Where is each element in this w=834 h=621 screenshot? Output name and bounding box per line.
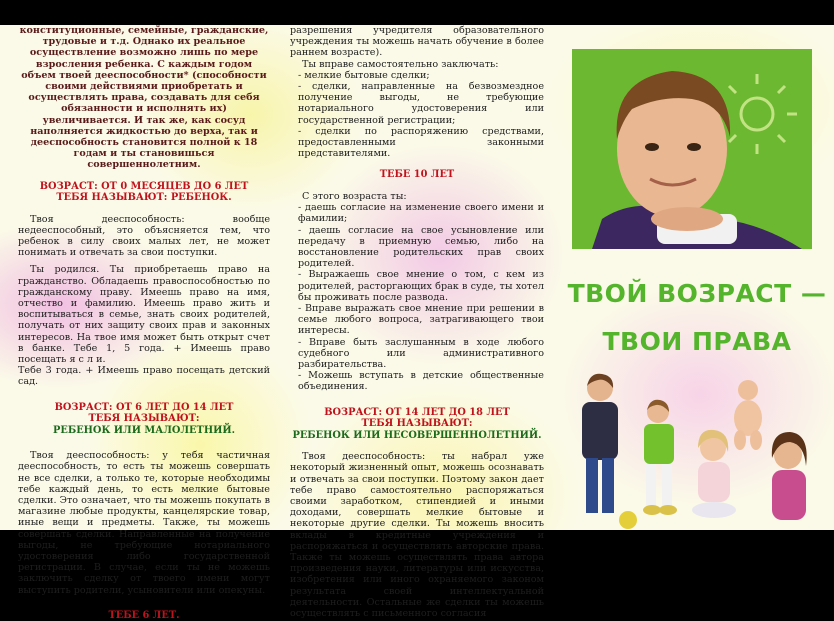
list-item-adoption: - даешь согласие на свое усыновление или передачу в приемную семью, либо на восстановление родительских прав своих родителей. <box>298 224 544 270</box>
section-subheading-adolescent: РЕБЕНОК ИЛИ НЕСОВЕРШЕННОЛЕТНИЙ. <box>292 429 542 441</box>
list-item-divorce-opinion: - Выражаешь свое мнение о том, с кем из родителей, расторгающих брак в суде, ты хотел бы проживать после развода. <box>298 269 544 303</box>
list-item-court-hearing: - Вправе быть заслушанным в ходе любого судебного или административного разбирательства. <box>298 336 544 370</box>
children-photo <box>568 370 830 530</box>
section-subheading-called: ТЕБЯ НАЗЫВАЮТ: <box>88 413 200 425</box>
section-subheading-called-2: ТЕБЯ НАЗЫВАЮТ: <box>361 418 473 430</box>
poster-panel <box>560 25 834 530</box>
paragraph-school-start: разрешения учредителя образовательного учреждения ты можешь начать обучение в более раннем возрасте). <box>290 25 544 59</box>
section-heading-age-0-6: ВОЗРАСТ: ОТ 0 МЕСЯЦЕВ ДО 6 ЛЕТ <box>39 180 249 192</box>
paragraph-capacity-14-18: Твоя дееспособность: ты набрал уже некоторый жизненный опыт, можешь осознавать и отвечать за свои поступки. Поэтому закон дает тебе право самостоятельно распоряжаться своими заработком, стипендией и иными доходами, совершать мелкие бытовые и некоторые другие сделки. Ты можешь вносить вклады в кредитные учреждения и распоряжаться и осуществлять авторские права. Также ты можешь осуществлять права автора произведения науки, литературы или искусства, изобретения или иного охраняемого законом результата своей интеллектуальной деятельности. Остальные же сделки ты можешь осуществлять с письменного согласия <box>290 451 544 619</box>
left-column <box>18 25 270 621</box>
boy-photo <box>572 49 812 249</box>
list-item-household-deals: - мелкие бытовые сделки; <box>298 69 430 81</box>
child-1 <box>582 374 618 513</box>
section-heading-age-6-14: ВОЗРАСТ: ОТ 6 ЛЕТ ДО 14 ЛЕТ <box>54 401 234 413</box>
list-item-funds: - сделки по распоряжению средствами, предоставленными законными представителями. <box>298 125 544 160</box>
ball-icon <box>619 511 637 529</box>
intro-paragraph: конституционные, семейные, гражданские, трудовые и т.д. Однако их реальное осуществление возможно лишь по мере взросления ребенка. С каждым годом объем твоей дееспособности* (способности своими действиями приобретать и осуществлять права, создавать для себя обязанности и исполнять их) увеличивается. И так же, как сосуд наполняется жидкостью до верха, так и дееспособность становится полной к 18 годам и ты становишься совершеннолетним. <box>19 25 269 171</box>
section-subheading-child: ТЕБЯ НАЗЫВАЮТ: РЕБЕНОК. <box>56 192 232 204</box>
section-heading-age-10: ТЕБЕ 10 ЛЕТ <box>379 169 455 181</box>
children-illustration <box>568 370 830 530</box>
child-2 <box>643 400 677 515</box>
paragraph-from-this-age: С этого возраста ты: <box>302 190 407 202</box>
section-subheading-minor: РЕБЕНОК ИЛИ МАЛОЛЕТНИЙ. <box>53 424 235 436</box>
list-item-name-change: - даешь согласие на изменение своего имени и фамилии; <box>298 202 544 225</box>
middle-column <box>290 25 544 619</box>
paragraph-capacity-6-14: Твоя дееспособность: у тебя частичная дееспособность, то есть ты можешь совершать не все сделки, а только те, которые необходимы тебе каждый день, то есть мелкие бытовые сделки. Это означает, что ты можешь покупать в магазине любые продукты, канцелярские товар, иные вещи и предметы. Также, ты можешь совершать сделки. Направленные на получение выгоды, не требующие нотариального удостоверения либо государственной регистрации. В случае, если ты не можешь заключить сделку от твоего имени могут выступить родители, усыновители или опекуны. <box>18 450 270 596</box>
section-heading-age-6: ТЕБЕ 6 ЛЕТ. <box>108 609 180 621</box>
paragraph-may-conclude: Ты вправе самостоятельно заключать: <box>302 58 499 70</box>
list-item-associations: - Можешь вступать в детские общественные объединения. <box>298 370 544 393</box>
boy-illustration <box>572 49 812 249</box>
child-5 <box>772 432 807 520</box>
poster-title-line2: ТВОИ ПРАВА <box>602 327 792 356</box>
paragraph-capacity-0-6: Твоя дееспособность: вообще недееспособный, это объясняется тем, что ребенок в силу своих малых лет, не может понимать и отвечать за свои поступки. <box>18 213 270 259</box>
brochure-page <box>0 25 834 621</box>
list-item-free-benefit: - сделки, направленные на безвозмездное получение выгоды, не требующие нотариального удостоверения или государственной регистрации; <box>298 81 544 126</box>
section-heading-age-14-18: ВОЗРАСТ: ОТ 14 ЛЕТ ДО 18 ЛЕТ <box>324 406 510 418</box>
list-item-family-opinion: - Вправе выражать свое мнение при решении в семье любого вопроса, затрагивающего твои интересы. <box>298 302 544 337</box>
poster-title-line1: ТВОЙ ВОЗРАСТ — <box>567 279 827 308</box>
paragraph-birth-rights: Ты родился. Ты приобретаешь право на гражданство. Обладаешь правоспособностью по гражданскому праву. Имеешь право на имя, отчество и фамилию. Имеешь право жить и воспитываться в семье, знать своих родителей, получать от них защиту своих прав и законных интересов. На твое имя может быть открыт счет в банке. Тебе 1, 5 года. + Имеешь право посещать я с л и. <box>18 264 270 366</box>
child-4 <box>692 430 736 518</box>
paragraph-age-3: Тебе 3 года. + Имеешь право посещать детский сад. <box>18 365 270 388</box>
child-3 <box>734 380 762 450</box>
